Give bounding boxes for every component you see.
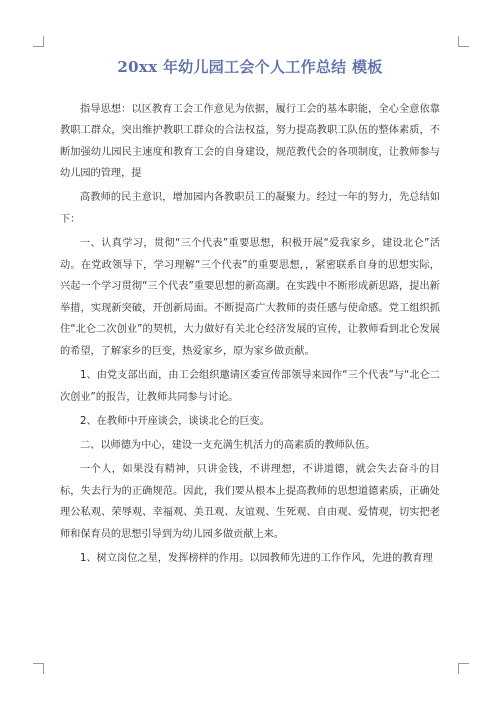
paragraph-summary-intro: 高教师的民主意识，增加园内各教职员工的凝聚力。经过一年的努力，先总结如下： <box>60 192 440 225</box>
paragraph-guiding-ideology: 指导思想：以区教育工会工作意见为依据，履行工会的基本职能，全心全意依靠教职工群众，突出维护教职工群众的合法权益，努力提高教职工队伍的整体素质，不断加强幼儿园民主速度和教育工会的自身建设，规范教代会的各项制度，让教师参与幼儿园的管理，提 <box>60 103 440 180</box>
document-title: 20xx 年幼儿园工会个人工作总结 模板 <box>117 58 383 76</box>
crop-mark-bottom-left <box>33 663 44 674</box>
paragraph-section-two: 二、以师德为中心，建设一支充满生机活力的高素质的教师队伍。 <box>80 439 376 451</box>
paragraph-item-1: 1、由党支部出面，由工会组织邀请区委宣传部领导来园作“三个代表”与“北仑二次创业”的报告，让教师共同参与讨论。 <box>60 370 440 403</box>
document-page <box>60 56 440 569</box>
crop-mark-top-right <box>458 36 469 47</box>
crop-mark-top-left <box>33 36 44 47</box>
paragraph-item-2: 2、在教师中开座谈会，谈谈北仑的巨变。 <box>80 415 270 427</box>
crop-mark-bottom-right <box>458 663 469 674</box>
paragraph-role-models: 1、树立岗位之星，发挥榜样的作用。以园教师先进的工作作风，先进的教育理 <box>80 552 433 564</box>
paragraph-section-one: 一、认真学习，贯彻“三个代表”重要思想，积极开展“爱我家乡，建设北仑”活动。在党政领导下，学习理解“三个代表”的重要思想，，紧密联系自身的思想实际，兴起一个学习贯彻“三个代表”重要思想的新高潮。在实践中不断形成新思路，提出新举措，实现新突破，开创新局面。不断提高广大教师的责任感与使命感。党工组织抓住“北仑二次创业”的契机，大力做好有关北仑经济发展的宣传，让教师看到北仑发展的希望，了解家乡的巨变，热爱家乡，原为家乡做贡献。 <box>60 238 440 358</box>
paragraph-moral-quality: 一个人，如果没有精神，只讲金钱，不讲理想，不讲道德，就会失去奋斗的目标，失去行为的正确规范。因此，我们要从根本上提高教师的思想道德素质，正确处理公私观、荣辱观、幸福观、美丑观、友谊观、生死观、自由观、爱情观，切实把老师和保育员的思想引导到为幼儿园多做贡献上来。 <box>60 464 440 540</box>
